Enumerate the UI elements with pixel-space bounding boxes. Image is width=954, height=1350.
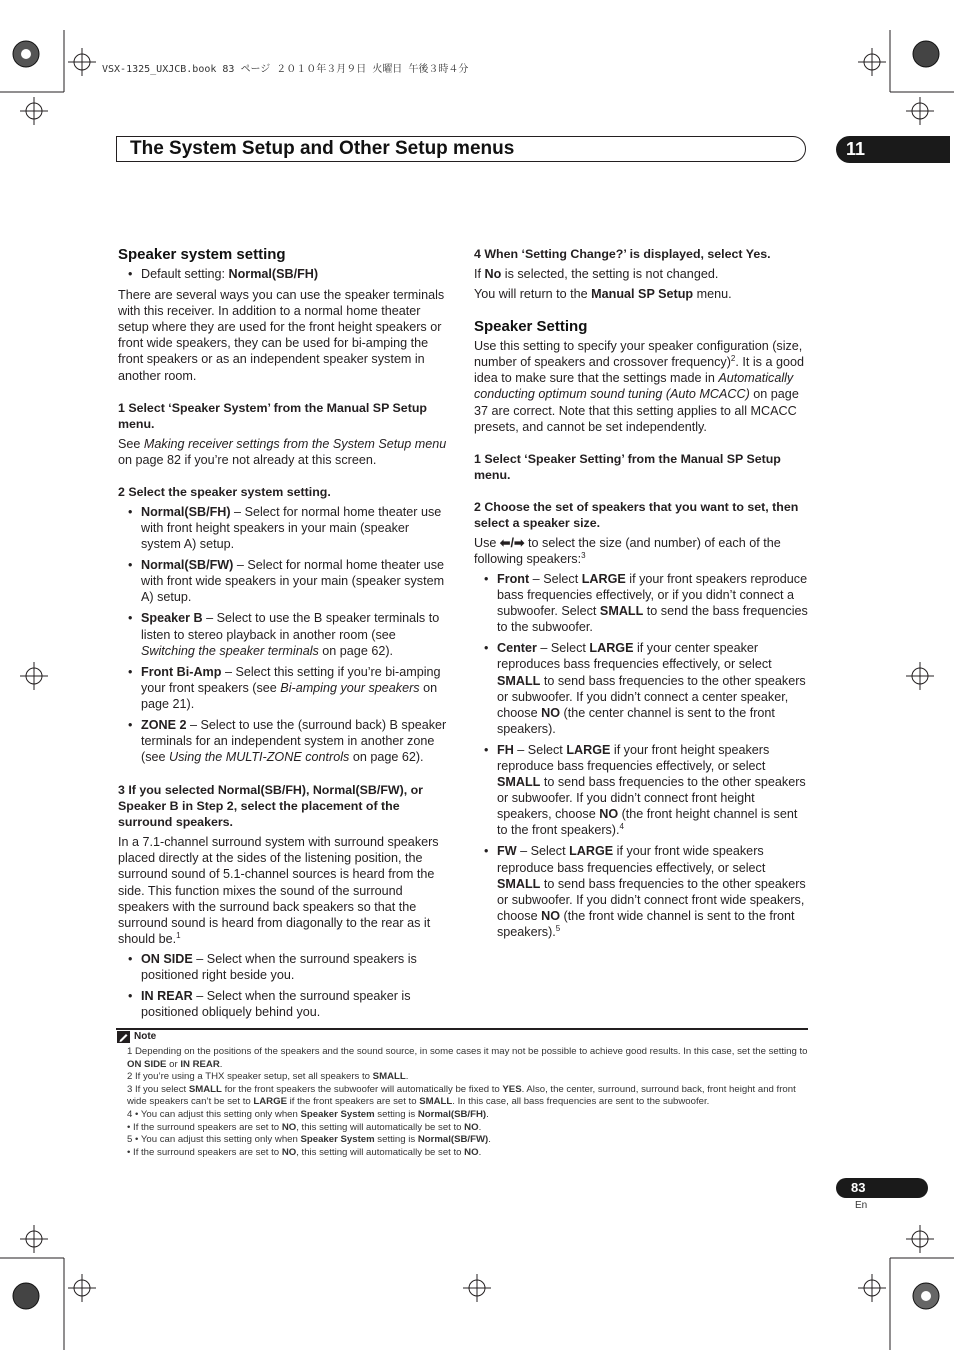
list-item: • Normal(SB/FH) – Select for normal home theater use with front height speakers in your main (speaker system A) setup. bbox=[118, 504, 452, 552]
notes-label: Note bbox=[134, 1031, 157, 1042]
section-heading: Speaker Setting bbox=[474, 318, 588, 336]
note-2: 2 If you’re using a THX speaker setup, set all speakers to SMALL. bbox=[127, 1071, 409, 1083]
page-number-tab bbox=[836, 1178, 928, 1198]
step-2-text: Use ⬅/➡ to select the size (and number) of each of the following speakers:$^3$ bbox=[474, 535, 781, 566]
surround-placement-options bbox=[118, 951, 452, 1020]
left-column bbox=[118, 246, 452, 1025]
note-5: 5 • You can adjust this setting only when Speaker System setting is Normal(SB/FW). bbox=[127, 1134, 491, 1146]
list-item: • FH – Select LARGE if your front height speakers reproduce bass frequencies effectively, or select SMALL to send bass frequencies to the other speakers or subwoofer. If you didn’t connect front height speakers, choose NO (the front height channel is sent to the front speakers).$^4$ bbox=[474, 742, 808, 839]
arrow-keys-icon: ⬅/➡ bbox=[499, 535, 525, 550]
note-3: 3 If you select SMALL for the front speakers the subwoofer will automatically be fixed to YES. Also, the center, surround, surround back, front height and front wide speakers can’t be set to LARGE if the front speakers are set to SMALL. In this case, all bass frequencies are sent to the subwoofer. bbox=[127, 1083, 796, 1108]
list-item: • IN REAR – Select when the surround speaker is positioned obliquely behind you. bbox=[118, 988, 452, 1020]
right-column bbox=[474, 246, 808, 945]
default-setting: • Default setting: Normal(SB/FH) bbox=[118, 266, 452, 282]
list-item: • ZONE 2 – Select to use the (surround back) B speaker terminals for an independent system in another zone (see Using the MULTI-ZONE controls on page 62). bbox=[118, 717, 452, 765]
step-1: 1 Select ‘Speaker System’ from the Manual SP Setup menu. bbox=[118, 400, 427, 431]
page-title: The System Setup and Other Setup menus bbox=[130, 138, 515, 159]
list-item: • FW – Select LARGE if your front wide speakers reproduce bass frequencies effectively, or select SMALL to send bass frequencies to the other speakers or subwoofer. If you didn’t connect front wide speakers, choose NO (the front wide channel is sent to the front speakers).$^5$ bbox=[474, 843, 808, 940]
step-2: 2 Select the speaker system setting. bbox=[118, 484, 331, 499]
step-4-text-a: If No is selected, the setting is not changed. bbox=[474, 267, 719, 281]
print-info: VSX-1325_UXJCB.book 83 ページ ２０１０年３月９日 火曜日 午後３時４分 bbox=[102, 64, 469, 75]
list-item: • Speaker B – Select to use the B speaker terminals to listen to stereo playback in another room (see Switching the speaker terminals on page 62). bbox=[118, 610, 452, 658]
intro-paragraph: There are several ways you can use the speaker terminals with this receiver. In addition to a normal home theater setup where they are used for the front height speakers or front wide speakers, they can be used for bi-amping the front speakers or as an independent speaker system in another room. bbox=[118, 288, 445, 383]
list-item: • ON SIDE – Select when the surround speakers is positioned right beside you. bbox=[118, 951, 452, 983]
step-2-speaker-setting: 2 Choose the set of speakers that you want to set, then select a speaker size. bbox=[474, 499, 799, 530]
list-item: • Front Bi-Amp – Select this setting if you’re bi-amping your front speakers (see Bi-amping your speakers on page 21). bbox=[118, 664, 452, 712]
step-3-text: In a 7.1-channel surround system with surround speakers placed directly at the sides of the listening position, the surround sound of 5.1-channel sources is heard from the side. This function mixes the sound of the surround speakers with the surround back speakers so that the surround sound is heard from diagonally to the rear as it should be.$^1$ bbox=[118, 835, 439, 946]
note-4-sub: • If the surround speakers are set to NO, this setting will automatically be set to NO. bbox=[127, 1121, 482, 1133]
step-1-speaker-setting: 1 Select ‘Speaker Setting’ from the Manual SP Setup menu. bbox=[474, 451, 781, 482]
note-1: 1 Depending on the positions of the speakers and the sound source, in some cases it may not be possible to achieve good results. In this case, set the setting to ON SIDE or IN REAR. bbox=[127, 1046, 808, 1070]
note-5-sub: • If the surround speakers are set to NO, this setting will automatically be set to NO. bbox=[127, 1146, 482, 1158]
note-4: 4 • You can adjust this setting only when Speaker System setting is Normal(SB/FH). bbox=[127, 1108, 489, 1120]
chapter-number: 11 bbox=[846, 139, 866, 159]
page-number: 83 bbox=[851, 1180, 866, 1195]
note-pencil-icon bbox=[117, 1031, 130, 1043]
list-item: • Front – Select LARGE if your front speakers reproduce bass frequencies effectively, or if you didn’t connect a subwoofer. Select SMALL to send the bass frequencies to the subwoofer. bbox=[474, 571, 808, 635]
speaker-size-options bbox=[474, 571, 808, 940]
step-3: 3 If you selected Normal(SB/FH), Normal(SB/FW), or Speaker B in Step 2, select the placement of the surround speakers. bbox=[118, 783, 423, 830]
step-1-text: See Making receiver settings from the System Setup menu on page 82 if you’re not already at this screen. bbox=[118, 436, 447, 467]
section-heading: Speaker system setting bbox=[118, 246, 286, 263]
list-item: • Normal(SB/FW) – Select for normal home theater use with front wide speakers in your main (speaker system A) setup. bbox=[118, 557, 452, 605]
speaker-system-options bbox=[118, 504, 452, 765]
step-4-text-b: You will return to the Manual SP Setup menu. bbox=[474, 287, 732, 302]
speaker-setting-intro: Use this setting to specify your speaker configuration (size, number of speakers and crossover frequency)$^2$. It is a good idea to make sure that the settings made in Automatically conducting optimum sound tuning (Auto MCACC) on page 37 are correct. Note that this setting applies to all MCACC presets, and cannot be set independently. bbox=[474, 339, 804, 434]
notes-divider bbox=[116, 1028, 808, 1030]
list-item: • Center – Select LARGE if your center speaker reproduces bass frequencies effectively, or select SMALL to send bass frequencies to the other speakers or subwoofer. If you didn’t connect a center speaker, choose NO (the center channel is sent to the front speakers). bbox=[474, 640, 808, 737]
language-code: En bbox=[855, 1200, 868, 1211]
notes bbox=[116, 1046, 808, 1159]
step-4: 4 When ‘Setting Change?’ is displayed, select Yes. bbox=[474, 247, 771, 261]
